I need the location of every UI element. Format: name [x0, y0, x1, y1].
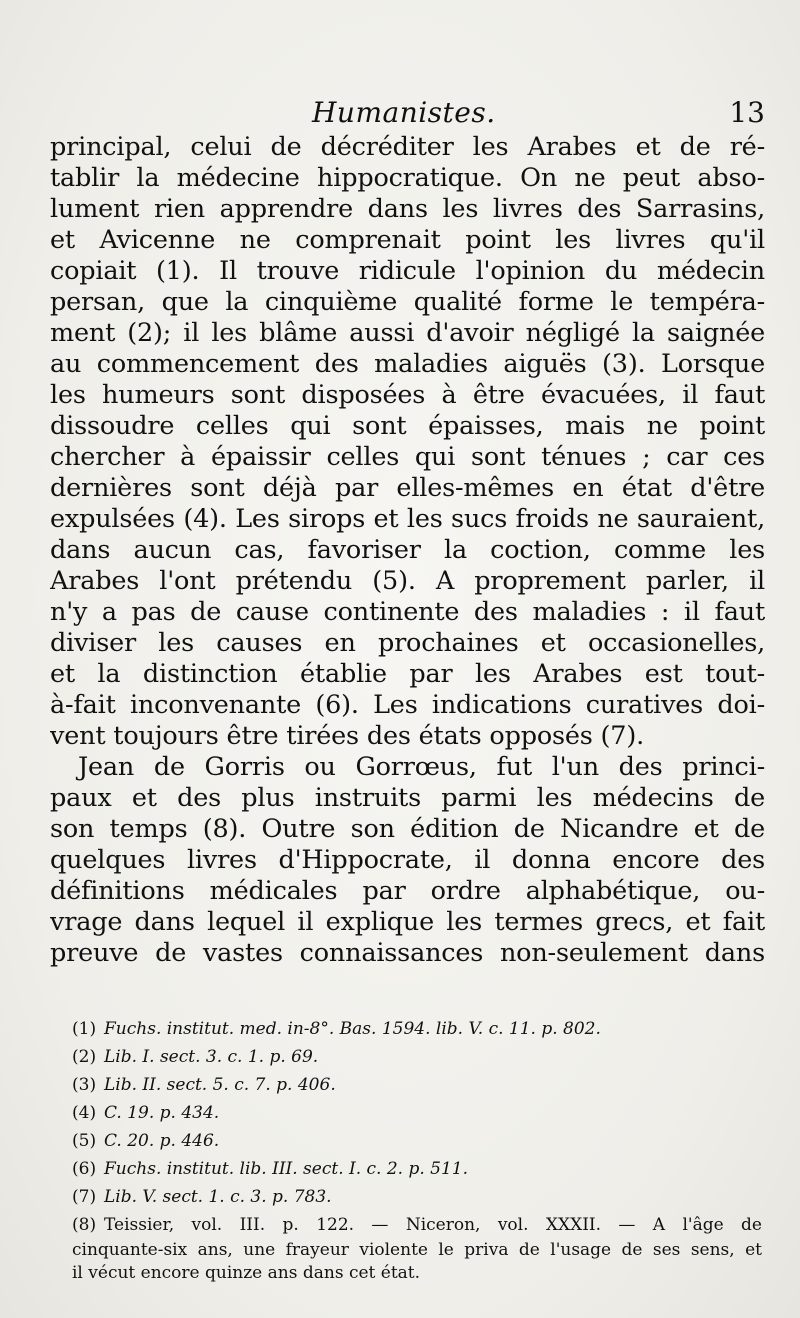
text-line: preuve de vastes connaissances non-seulement dans [50, 938, 765, 968]
footnotes [72, 1015, 762, 1285]
footnote-number: (1) [72, 1019, 97, 1039]
paragraph-start-line: Jean de Gorris ou Gorrœus, fut l'un des princi- [78, 752, 765, 782]
text-line: et la distinction établie par les Arabes est tout- [50, 659, 765, 689]
footnote-number: (4) [72, 1103, 97, 1123]
text-line: définitions médicales par ordre alphabétique, ou- [50, 876, 765, 906]
footnote-number: (5) [72, 1131, 97, 1151]
footnote-text: Lib. I. sect. 3. c. 1. p. 69. [104, 1047, 319, 1067]
text-line: son temps (8). Outre son édition de Nicandre et de [50, 814, 765, 844]
text-line: vrage dans lequel il explique les termes grecs, et fait [50, 907, 765, 937]
text-line: et Avicenne ne comprenait point les livres qu'il [50, 225, 765, 255]
page-header [50, 96, 765, 134]
text-line: ment (2); il les blâme aussi d'avoir négligé la saignée [50, 318, 765, 348]
body-text [50, 132, 765, 969]
text-line: dernières sont déjà par elles-mêmes en état d'être [50, 473, 765, 503]
footnote-text: Lib. V. sect. 1. c. 3. p. 783. [104, 1187, 332, 1207]
footnote-number: (2) [72, 1047, 97, 1067]
text-line: les humeurs sont disposées à être évacuées, il faut [50, 380, 765, 410]
text-line: quelques livres d'Hippocrate, il donna encore des [50, 845, 765, 875]
footnote-3 [72, 1071, 762, 1099]
text-line: Arabes l'ont prétendu (5). A proprement parler, il [50, 566, 765, 596]
footnote-4 [72, 1099, 762, 1127]
footnote-continuation-line: cinquante-six ans, une frayeur violente le priva de l'usage de ses sens, et [72, 1240, 762, 1260]
text-line: au commencement des maladies aiguës (3). Lorsque [50, 349, 765, 379]
footnote-6 [72, 1155, 762, 1183]
footnote-text: C. 20. p. 446. [104, 1131, 220, 1151]
footnote-8 [72, 1211, 762, 1239]
footnote-continuation-line: il vécut encore quinze ans dans cet état. [72, 1263, 421, 1283]
footnote-text: C. 19. p. 434. [104, 1103, 220, 1123]
footnote-number: (3) [72, 1075, 97, 1095]
footnote-text: Teissier, vol. III. p. 122. — Niceron, vol. XXXII. — A l'âge de [104, 1215, 762, 1235]
footnote-2 [72, 1043, 762, 1071]
footnote-text: Fuchs. institut. lib. III. sect. I. c. 2. p. 511. [104, 1159, 469, 1179]
text-line: dans aucun cas, favoriser la coction, comme les [50, 535, 765, 565]
text-line: expulsées (4). Les sirops et les sucs froids ne sauraient, [50, 504, 765, 534]
text-line: diviser les causes en prochaines et occasionelles, [50, 628, 765, 658]
footnote-7 [72, 1183, 762, 1211]
footnote-5 [72, 1127, 762, 1155]
text-line: chercher à épaissir celles qui sont ténues ; car ces [50, 442, 765, 472]
footnote-text: Lib. II. sect. 5. c. 7. p. 406. [104, 1075, 336, 1095]
footnote-number: (8) [72, 1215, 97, 1235]
text-line: dissoudre celles qui sont épaisses, mais ne point [50, 411, 765, 441]
footnote-number: (6) [72, 1159, 97, 1179]
footnote-1 [72, 1015, 762, 1043]
text-line: persan, que la cinquième qualité forme le tempéra- [50, 287, 765, 317]
running-title: Humanistes. [312, 96, 496, 129]
text-line: principal, celui de décréditer les Arabes et de ré- [50, 132, 765, 162]
text-line: n'y a pas de cause continente des maladies : il faut [50, 597, 765, 627]
text-line: copiait (1). Il trouve ridicule l'opinion du médecin [50, 256, 765, 286]
text-line: tablir la médecine hippocratique. On ne peut abso- [50, 163, 765, 193]
footnote-number: (7) [72, 1187, 97, 1207]
text-line: à-fait inconvenante (6). Les indications curatives doi- [50, 690, 765, 720]
footnote-text: Fuchs. institut. med. in-8°. Bas. 1594. lib. V. c. 11. p. 802. [104, 1019, 601, 1039]
page-number: 13 [729, 96, 765, 129]
text-line: vent toujours être tirées des états opposés (7). [50, 721, 644, 751]
text-line: paux et des plus instruits parmi les médecins de [50, 783, 765, 813]
text-line: lument rien apprendre dans les livres des Sarrasins, [50, 194, 765, 224]
